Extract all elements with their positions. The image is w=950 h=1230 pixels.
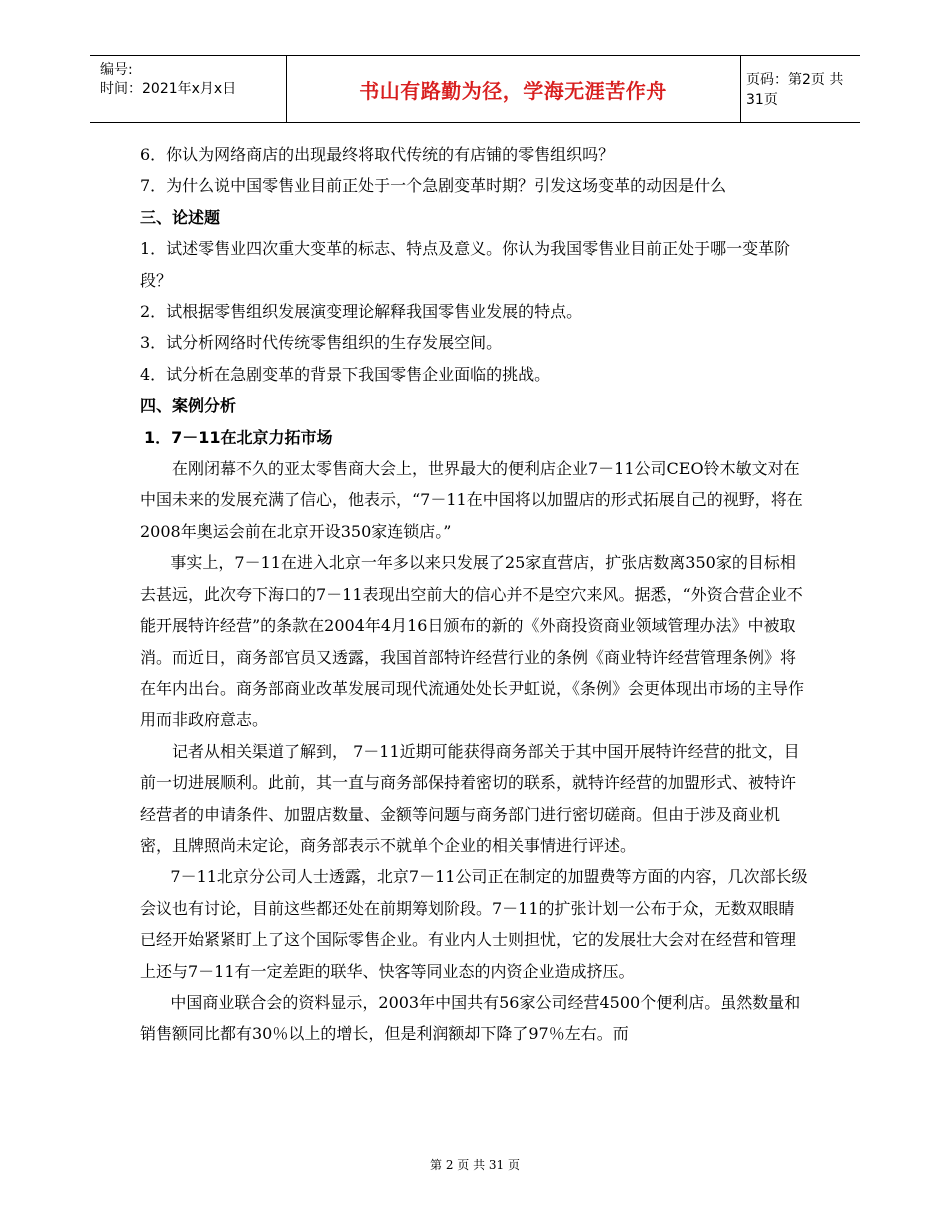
essay-question: 2．试根据零售组织发展演变理论解释我国零售业发展的特点。 xyxy=(140,302,583,322)
essay-question: 4．试分析在急剧变革的背景下我国零售企业面临的挑战。 xyxy=(140,364,551,384)
case-paragraph: 7－11北京分公司人士透露，北京7－11公司正在制定的加盟费等方面的内容，几次部长级会议也有讨论，目前这些都还处在前期筹划阶段。7－11的扩张计划一公布于众，无数双眼睛已经开始紧紧盯上了这个国际零售企业。有业内人士则担忧，它的发展壮大会对在经营和管理上还与7－11有一定差距的联华、快客等同业态的内资企业造成挤压。 xyxy=(140,867,808,981)
essay-question: 1．试述零售业四次重大变革的标志、特点及意义。你认为我国零售业目前正处于哪一变革阶段？ xyxy=(140,239,791,290)
case-title: 1．7－11在北京力拓市场 xyxy=(144,427,333,447)
header-page-number: 页码：第2页 共31页 xyxy=(746,72,844,108)
case-paragraph: 事实上，7－11在进入北京一年多以来只发展了25家直营店，扩张店数离350家的目标相去甚远，此次夸下海口的7－11表现出空前大的信心并不是空穴来风。据悉，“外资合营企业不能开展特许经营”的条款在2004年4月16日颁布的新的《外商投资商业领域管理办法》中被取消。而近日，商务部官员又透露，我国首部特许经营行业的条例《商业特许经营管理条例》将在年内出台。商务部商业改革发展司现代流通处处长尹虹说，《条例》会更体现出市场的主导作用而非政府意志。 xyxy=(140,553,805,730)
time-label: 时间：2021年x月x日 xyxy=(100,81,237,97)
case-paragraph: 记者从相关渠道了解到， 7－11近期可能获得商务部关于其中国开展特许经营的批文，目前一切进展顺利。此前，其一直与商务部保持着密切的联系，就特许经营的加盟形式、被特许经营者的申请条件、加盟店数量、金额等问题与商务部门进行密切磋商。但由于涉及商业机密，且牌照尚未定论，商务部表示不就单个企业的相关事情进行评述。 xyxy=(140,741,800,855)
case-paragraph: 在刚闭幕不久的亚太零售商大会上，世界最大的便利店企业7－11公司CEO铃木敏文对在中国未来的发展充满了信心，他表示，“7－11在中国将以加盟店的形式拓展自己的视野，将在2008年奥运会前在北京开设350家连锁店。” xyxy=(140,459,803,541)
page-header xyxy=(90,55,860,123)
number-label: 编号: xyxy=(100,62,133,78)
page-footer: 第 2 页 共 31 页 xyxy=(430,1158,520,1172)
document-body xyxy=(140,139,810,1050)
header-motto: 书山有路勤为径，学海无涯苦作舟 xyxy=(359,78,667,103)
header-divider xyxy=(740,56,741,122)
section-heading: 四、案例分析 xyxy=(140,396,237,416)
case-paragraph: 中国商业联合会的资料显示，2003年中国共有56家公司经营4500个便利店。虽然数量和销售额同比都有30％以上的增长，但是利润额却下降了97％左右。而 xyxy=(140,992,801,1044)
question-item: 6．你认为网络商店的出现最终将取代传统的有店铺的零售组织吗？ xyxy=(140,145,615,164)
section-heading: 三、论述题 xyxy=(140,207,221,227)
question-item: 7．为什么说中国零售业目前正处于一个急剧变革时期？引发这场变革的动因是什么 xyxy=(140,176,727,196)
essay-question: 3．试分析网络时代传统零售组织的生存发展空间。 xyxy=(140,333,503,353)
header-meta xyxy=(100,61,284,99)
